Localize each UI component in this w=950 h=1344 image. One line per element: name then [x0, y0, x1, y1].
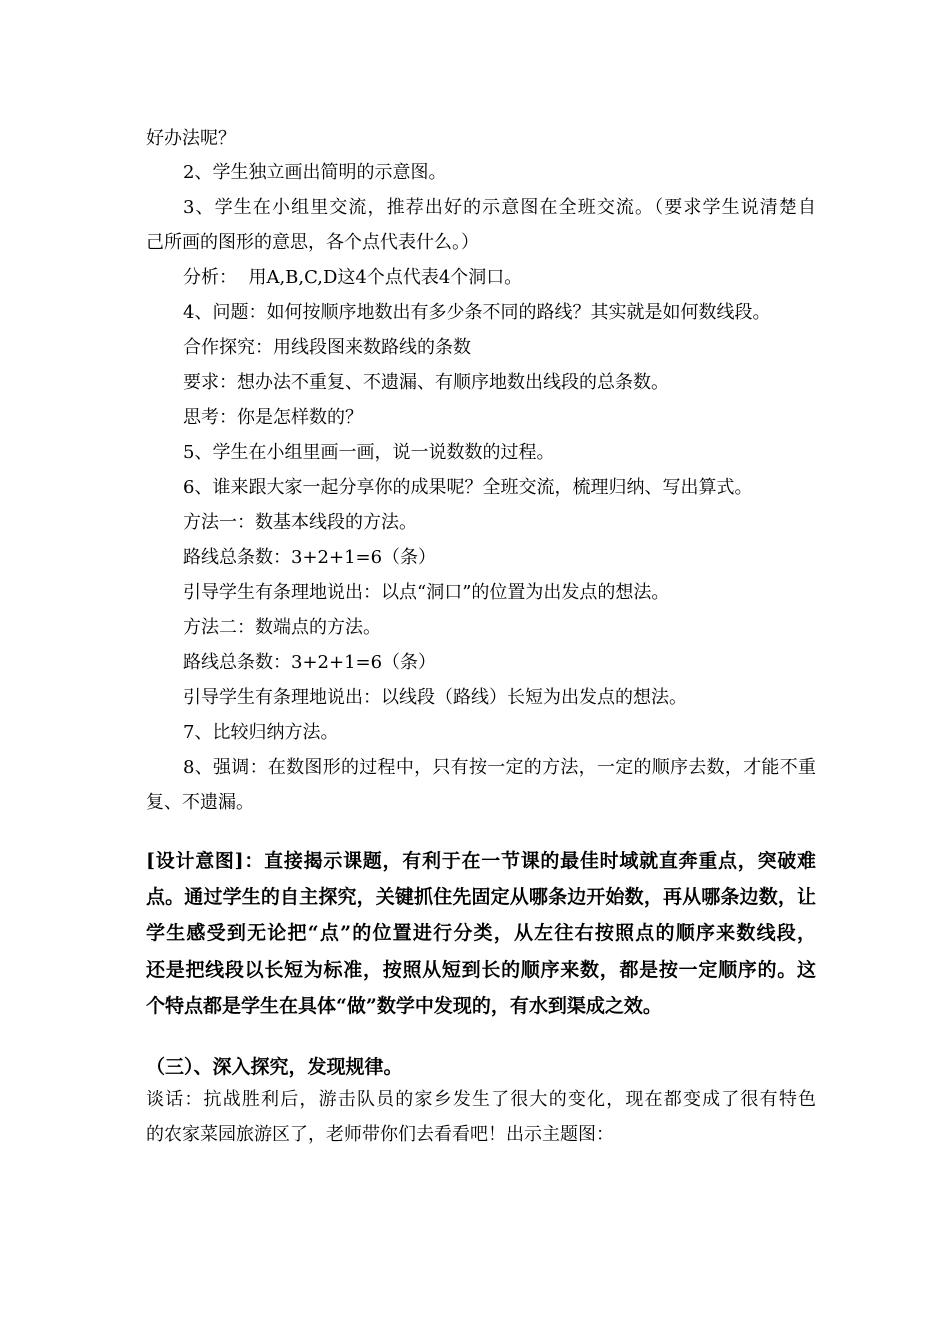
talk-line: 谈话：抗战胜利后，游击队员的家乡发生了很大的变化，现在都变成了很有特色 — [146, 1089, 816, 1110]
paragraph-step-8: 8、强调：在数图形的过程中，只有按一定的方法，一定的顺序去数，才能不重 — [183, 757, 816, 778]
paragraph-method-1: 方法一：数基本线段的方法。 — [183, 512, 417, 533]
paragraph-line: 好办法呢？ — [146, 128, 236, 149]
design-intent-line: 学生感受到无论把“点”的位置进行分类，从左往右按照点的顺序来数线段， — [146, 922, 816, 944]
paragraph-step-7: 7、比较归纳方法。 — [183, 722, 339, 743]
design-intent-line: 个特点都是学生在具体“做”数学中发现的，有水到渠成之效。 — [146, 995, 662, 1017]
paragraph-step-3: 3、学生在小组里交流，推荐出好的示意图在全班交流。（要求学生说清楚自 — [183, 197, 816, 218]
paragraph-route-total: 路线总条数：3+2+1=6（条） — [183, 652, 437, 673]
paragraph-step-5: 5、学生在小组里画一画，说一说数数的过程。 — [183, 442, 555, 463]
paragraph-step-4: 4、问题：如何按顺序地数出有多少条不同的路线？其实就是如何数线段。 — [183, 302, 771, 323]
paragraph-route-total: 路线总条数：3+2+1=6（条） — [183, 547, 437, 568]
paragraph-requirement: 要求：想办法不重复、不遗漏、有顺序地数出线段的总条数。 — [183, 372, 669, 393]
design-intent-line: 点。通过学生的自主探究，关键抓住先固定从哪条边开始数，再从哪条边数，让 — [146, 886, 816, 908]
paragraph-line: 己所画的图形的意思，各个点代表什么。） — [146, 232, 479, 253]
paragraph-analysis: 分析： 用A,B,C,D这4个点代表4个洞口。 — [183, 267, 523, 288]
paragraph-cooperate: 合作探究：用线段图来数路线的条数 — [183, 337, 471, 358]
section-heading: （三）、深入探究，发现规律。 — [146, 1056, 403, 1078]
paragraph-line: 复、不遗漏。 — [146, 792, 254, 813]
design-intent-line: [设计意图]：直接揭示课题，有利于在一节课的最佳时域就直奔重点，突破难 — [146, 850, 816, 872]
talk-line: 的农家菜园旅游区了，老师带你们去看看吧！出示主题图： — [146, 1124, 614, 1145]
paragraph-think: 思考：你是怎样数的？ — [183, 407, 363, 428]
paragraph-guide: 引导学生有条理地说出：以线段（路线）长短为出发点的想法。 — [183, 687, 687, 708]
paragraph-guide: 引导学生有条理地说出：以点“洞口”的位置为出发点的想法。 — [183, 582, 670, 603]
design-intent-line: 还是把线段以长短为标准，按照从短到长的顺序来数，都是按一定顺序的。这 — [146, 959, 816, 981]
paragraph-step-6: 6、谁来跟大家一起分享你的成果呢？全班交流，梳理归纳、写出算式。 — [183, 477, 753, 498]
paragraph-step-2: 2、学生独立画出简明的示意图。 — [183, 162, 447, 183]
paragraph-method-2: 方法二：数端点的方法。 — [183, 617, 381, 638]
